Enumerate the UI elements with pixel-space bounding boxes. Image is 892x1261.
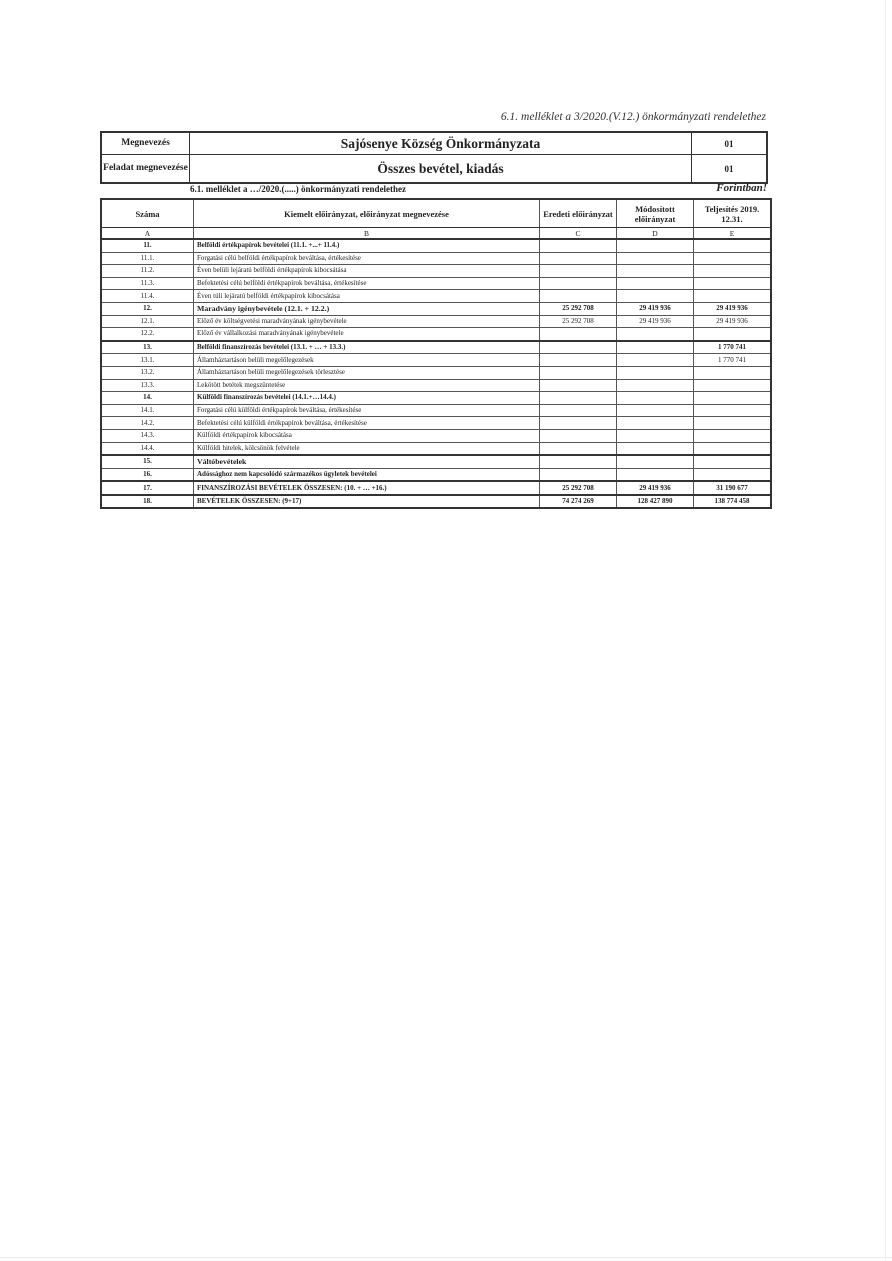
row-modositott-value: 29 419 936: [617, 302, 694, 315]
row-number: 14.4.: [101, 442, 194, 455]
row-name: Forgatási célú külföldi értékpapírok beváltása, értékesítése: [194, 404, 540, 417]
table-row: [101, 366, 771, 379]
row-name: Külföldi finanszírozás bevételei (14.1.+…14.4.): [194, 392, 540, 405]
table-row: [101, 354, 771, 367]
table-row: [101, 404, 771, 417]
row-teljesites-value: 1 770 741: [694, 341, 772, 354]
row-teljesites-value: [694, 455, 772, 468]
row-eredeti-value: [540, 328, 617, 341]
row-eredeti-value: [540, 417, 617, 430]
currency-unit: Forintban!: [716, 182, 767, 194]
row-name: Külföldi értékpapírok kibocsátása: [194, 429, 540, 442]
row-eredeti-value: [540, 455, 617, 468]
col-header-megnevezes: Kiemelt előirányzat, előirányzat megnevezése: [194, 199, 540, 228]
row-teljesites-value: [694, 442, 772, 455]
row-number: 16.: [101, 468, 194, 481]
row-teljesites-value: [694, 379, 772, 392]
page-bottom-edge: [0, 1257, 892, 1258]
row-number: 14.2.: [101, 417, 194, 430]
row-eredeti-value: [540, 442, 617, 455]
row-name: Befektetési célú külföldi értékpapírok beváltása, értékesítése: [194, 417, 540, 430]
table-row: [101, 495, 771, 509]
row-number: 11.4.: [101, 290, 194, 303]
letter-b: B: [194, 228, 540, 240]
row-name: Forgatási célú belföldi értékpapírok beváltása, értékesítése: [194, 252, 540, 265]
row-eredeti-value: [540, 265, 617, 278]
row-modositott-value: [617, 341, 694, 354]
row-eredeti-value: 25 292 708: [540, 481, 617, 495]
table-row: [101, 277, 771, 290]
row-name: Belföldi értékpapírok bevételei (11.1. +...+ 11.4.): [194, 239, 540, 252]
row-modositott-value: [617, 239, 694, 252]
row-modositott-value: [617, 404, 694, 417]
subheading: 6.1. melléklet a …/2020.(.....) önkormányzati rendelethez: [190, 184, 407, 194]
row-teljesites-value: 138 774 458: [694, 495, 772, 509]
financing-revenue-table: [100, 198, 772, 509]
table-row: [101, 302, 771, 315]
row-number: 11.2.: [101, 265, 194, 278]
row-modositott-value: [617, 290, 694, 303]
letter-c: C: [540, 228, 617, 240]
row-number: 14.: [101, 392, 194, 405]
table-row: [101, 417, 771, 430]
row-modositott-value: [617, 366, 694, 379]
row-modositott-value: 29 419 936: [617, 315, 694, 328]
col-header-modositott: Módosított előirányzat: [617, 199, 694, 228]
feladat-code: 01: [724, 163, 734, 174]
row-name: FINANSZÍROZÁSI BEVÉTELEK ÖSSZESEN: (10. + … +16.): [194, 481, 540, 495]
row-modositott-value: [617, 417, 694, 430]
row-eredeti-value: [540, 341, 617, 354]
row-name: Lekötött betétek megszüntetése: [194, 379, 540, 392]
row-eredeti-value: 74 274 269: [540, 495, 617, 509]
row-name: BEVÉTELEK ÖSSZESEN: (9+17): [194, 495, 540, 509]
row-teljesites-value: [694, 239, 772, 252]
row-number: 13.2.: [101, 366, 194, 379]
letter-d: D: [617, 228, 694, 240]
row-modositott-value: [617, 265, 694, 278]
table-row: [101, 468, 771, 481]
row-teljesites-value: [694, 429, 772, 442]
header-box: [100, 131, 768, 184]
table-row: [101, 429, 771, 442]
row-modositott-value: [617, 455, 694, 468]
row-number: 12.: [101, 302, 194, 315]
letter-a: A: [101, 228, 194, 240]
row-teljesites-value: 29 419 936: [694, 302, 772, 315]
row-name: Befektetési célú belföldi értékpapírok beváltása, értékesítése: [194, 277, 540, 290]
row-number: 12.2.: [101, 328, 194, 341]
row-number: 11.3.: [101, 277, 194, 290]
row-modositott-value: [617, 328, 694, 341]
row-eredeti-value: [540, 290, 617, 303]
feladat-name: Összes bevétel, kiadás: [190, 155, 692, 182]
row-modositott-value: 29 419 936: [617, 481, 694, 495]
table-row: [101, 290, 771, 303]
row-eredeti-value: [540, 392, 617, 405]
row-teljesites-value: [694, 290, 772, 303]
row-number: 13.3.: [101, 379, 194, 392]
table-row: [101, 265, 771, 278]
row-teljesites-value: [694, 404, 772, 417]
row-teljesites-value: 29 419 936: [694, 315, 772, 328]
row-eredeti-value: 25 292 708: [540, 315, 617, 328]
row-teljesites-value: 31 190 677: [694, 481, 772, 495]
megnevezes-label: Megnevezés: [102, 133, 190, 154]
row-teljesites-value: [694, 392, 772, 405]
row-name: Külföldi hitelek, kölcsönök felvétele: [194, 442, 540, 455]
table-row: [101, 341, 771, 354]
table-row: [101, 481, 771, 495]
organization-code: 01: [724, 138, 734, 149]
letter-e: E: [694, 228, 772, 240]
row-eredeti-value: [540, 404, 617, 417]
table-letter-row: [101, 228, 771, 240]
row-name: Maradvány igénybevétele (12.1. + 12.2.): [194, 302, 540, 315]
table-row: [101, 315, 771, 328]
row-teljesites-value: [694, 252, 772, 265]
row-name: Előző év költségvetési maradványának igénybevétele: [194, 315, 540, 328]
row-eredeti-value: [540, 366, 617, 379]
col-header-teljesites: Teljesítés 2019. 12.31.: [694, 199, 772, 228]
row-teljesites-value: [694, 265, 772, 278]
row-eredeti-value: [540, 354, 617, 367]
table-row: [101, 239, 771, 252]
row-modositott-value: [617, 354, 694, 367]
row-teljesites-value: [694, 328, 772, 341]
row-name: Államháztartáson belüli megelőlegezések törlesztése: [194, 366, 540, 379]
table-row: [101, 455, 771, 468]
annex-reference: 6.1. melléklet a 3/2020.(V.12.) önkormányzati rendelethez: [500, 111, 766, 123]
row-teljesites-value: [694, 366, 772, 379]
table-header-row: [101, 199, 771, 228]
row-teljesites-value: 1 770 741: [694, 354, 772, 367]
row-name: Adóssághoz nem kapcsolódó származékos ügyletek bevételei: [194, 468, 540, 481]
table-row: [101, 442, 771, 455]
row-name: Éven túli lejáratú belföldi értékpapírok kibocsátása: [194, 290, 540, 303]
row-modositott-value: [617, 277, 694, 290]
row-number: 18.: [101, 495, 194, 509]
row-modositott-value: [617, 379, 694, 392]
row-modositott-value: [617, 468, 694, 481]
row-number: 11.: [101, 239, 194, 252]
row-number: 15.: [101, 455, 194, 468]
row-modositott-value: [617, 442, 694, 455]
row-eredeti-value: [540, 379, 617, 392]
row-eredeti-value: [540, 239, 617, 252]
row-teljesites-value: [694, 468, 772, 481]
row-number: 13.: [101, 341, 194, 354]
table-row: [101, 379, 771, 392]
row-number: 17.: [101, 481, 194, 495]
table-row: [101, 392, 771, 405]
page-right-edge: [885, 0, 886, 1261]
table-row: [101, 252, 771, 265]
table-row: [101, 328, 771, 341]
header-row-megnevezes: [102, 133, 766, 155]
row-number: 11.1.: [101, 252, 194, 265]
header-row-feladat: [102, 155, 766, 182]
row-number: 12.1.: [101, 315, 194, 328]
row-eredeti-value: 25 292 708: [540, 302, 617, 315]
row-eredeti-value: [540, 429, 617, 442]
row-number: 14.1.: [101, 404, 194, 417]
row-eredeti-value: [540, 277, 617, 290]
row-eredeti-value: [540, 468, 617, 481]
row-modositott-value: [617, 252, 694, 265]
row-name: Éven belüli lejáratú belföldi értékpapírok kibocsátása: [194, 265, 540, 278]
row-name: Előző év vállalkozási maradványának igénybevétele: [194, 328, 540, 341]
row-teljesites-value: [694, 417, 772, 430]
row-eredeti-value: [540, 252, 617, 265]
col-header-szama: Száma: [101, 199, 194, 228]
row-modositott-value: 128 427 890: [617, 495, 694, 509]
feladat-label: Feladat megnevezése: [102, 155, 190, 182]
row-name: Belföldi finanszírozás bevételei (13.1. + … + 13.3.): [194, 341, 540, 354]
row-number: 14.3.: [101, 429, 194, 442]
row-name: Váltóbevételek: [194, 455, 540, 468]
row-name: Államháztartáson belüli megelőlegezések: [194, 354, 540, 367]
row-number: 13.1.: [101, 354, 194, 367]
row-modositott-value: [617, 392, 694, 405]
row-modositott-value: [617, 429, 694, 442]
row-teljesites-value: [694, 277, 772, 290]
organization-name: Sajósenye Község Önkormányzata: [190, 133, 692, 154]
col-header-eredeti: Eredeti előirányzat: [540, 199, 617, 228]
